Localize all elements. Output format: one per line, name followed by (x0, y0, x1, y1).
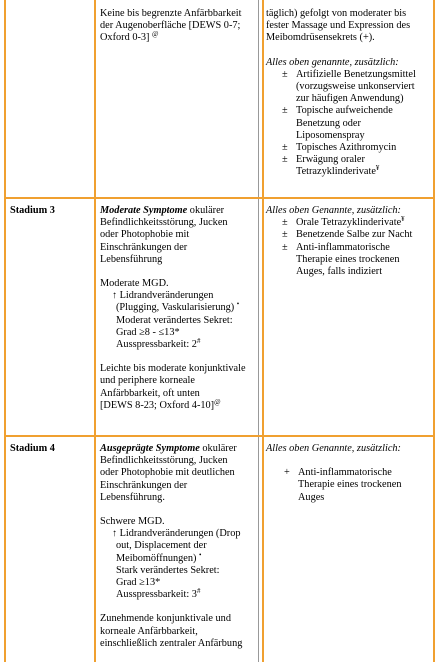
text-line: der Augenoberfläche [DEWS 0-7; (100, 20, 241, 32)
row3-findings-cell: Ausgeprägte Symptome okulärer Befindlichkeitsstörung, Jucken oder Photophobie mit deutlichen Einschränkungen der Lebensführung. Schwere MGD. ↑ Lidrandveränderungen (Drop out, Displacement der Meibomöffnungen) • Stark verändertes Sekret: Grad ≥13* Ausspressbarkeit: 3# Zunehmende konjunktivale und korneale Anfärbbarkeit, einschließlich zentraler Anfärbung (100, 443, 258, 650)
plus-minus-icon: ± (282, 105, 288, 117)
row3-therapy-cell (266, 443, 430, 504)
therapy-bullet: ± Benetzende Salbe zur Nacht (282, 229, 413, 241)
guideline-table (4, 0, 435, 662)
plus-minus-icon: ± (282, 154, 288, 166)
text-line: täglich) gefolgt von moderater bis (266, 8, 407, 19)
mgd-title: Schwere MGD. (100, 516, 165, 528)
mgd-title: Moderate MGD. (100, 278, 169, 290)
symptom-line: Ausgeprägte Symptome okulärer (100, 443, 237, 454)
column-divider (262, 0, 264, 662)
therapy-bullet: ± Topisches Azithromycin (282, 142, 397, 154)
plus-minus-icon: ± (282, 217, 288, 229)
row2-findings-cell: Moderate Symptome okulärer Befindlichkeitsstörung, Jucken oder Photophobie mit Einschränkungen der Lebensführung Moderate MGD. ↑ Lidrandveränderungen (Plugging, Vaskularisierung) • Moderat verändertes Sekret: Grad ≥8 - ≤13* Ausspressbarkeit: 2# Leichte bis moderate konjunktivale und periphere korneale Anfärbbarkeit, oft unten [DEWS 8-23; Oxford 4-10]@ (100, 205, 258, 412)
text-line: Oxford 0-3] @ (100, 30, 159, 44)
row-divider (4, 197, 435, 199)
plus-minus-icon: ± (282, 241, 288, 253)
therapy-bullet: + Anti-inflammatorische Therapie eines trockenen Auges (284, 467, 402, 503)
row1-therapy-cell (266, 8, 430, 179)
row-divider (4, 435, 435, 437)
stage-label: Stadium 3 (10, 205, 55, 216)
plus-minus-icon: ± (282, 142, 288, 154)
text-line: fester Massage und Expression des (266, 20, 411, 32)
column-divider (94, 0, 96, 662)
stage-label: Stadium 4 (10, 443, 55, 454)
column-divider (258, 0, 259, 662)
therapy-bullet: ± Topische aufweichende Benetzung oder Liposomenspray (282, 105, 393, 141)
therapy-bullet: ± Orale Tetrazyklinderivate¥ (282, 215, 405, 229)
row1-findings-cell (100, 8, 258, 45)
table-border-right (433, 0, 435, 662)
symptom-line: Moderate Symptome okulärer (100, 205, 225, 216)
row2-therapy-cell (266, 205, 430, 278)
plus-minus-icon: ± (282, 229, 288, 241)
therapy-intro: Alles oben genannte, zusätzlich: (266, 56, 399, 68)
arrow-up-icon: ↑ (112, 528, 117, 540)
therapy-bullet: ± Erwägung oraler Tetrazyklinderivate¥ (282, 154, 380, 178)
therapy-intro: Alles oben Genannte, zusätzlich: (266, 205, 401, 216)
arrow-up-icon: ↑ (112, 290, 117, 302)
therapy-intro: Alles oben Genannte, zusätzlich: (266, 443, 401, 454)
plus-icon: + (284, 467, 290, 479)
text-line: Meibomdrüsensekrets (+). (266, 32, 375, 44)
therapy-bullet: ± Artifizielle Benetzungsmittel (vorzugsweise unkonserviert zur häufigen Anwendung) (282, 68, 416, 105)
therapy-bullet: ± Anti-inflammatorische Therapie eines trockenen Auges, falls indiziert (282, 241, 400, 278)
table-border-left (4, 0, 6, 662)
plus-minus-icon: ± (282, 68, 288, 80)
text-line: Keine bis begrenzte Anfärbbarkeit (100, 8, 242, 19)
